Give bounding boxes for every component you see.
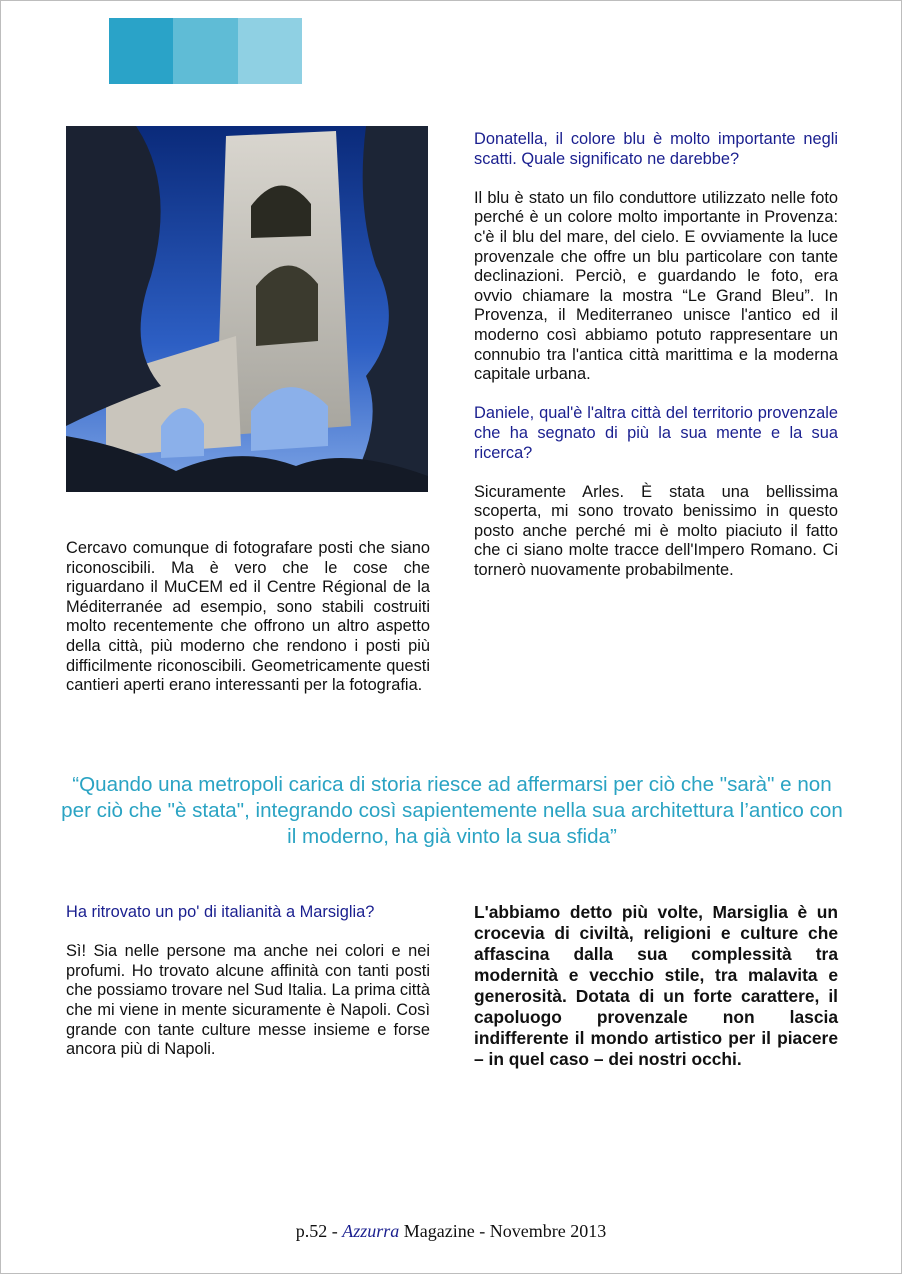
photo-image — [66, 126, 428, 492]
footer-issue-date: Magazine - Novembre 2013 — [399, 1221, 607, 1241]
question-other-city: Daniele, qual'è l'altra città del territorio provenzale che ha segnato di più la sua mente e la sua ricerca? — [474, 404, 838, 462]
pull-quote: “Quando una metropoli carica di storia riesce ad affermarsi per ciò che "sarà" e non per ciò che "è stata", integrando così sapientemente nella sua architettura l’antico con il moderno, ha già vinto la sua sfida” — [61, 773, 843, 848]
page-footer — [0, 1221, 902, 1242]
left-paragraph: Cercavo comunque di fotografare posti che siano riconoscibili. Ma è vero che le cose che riguardano il MuCEM ed il Centre Régional de la Méditerranée ad esempio, sono stabili costruiti molto recentemente che offrono un altro aspetto della città, più moderno che rendono i posti più difficilmente riconoscibili. Geometricamente questi cantieri aperti erano interessanti per la fotografia. — [66, 539, 430, 695]
question-blue-color: Donatella, il colore blu è molto importante negli scatti. Quale significato ne darebbe? — [474, 130, 838, 168]
closing-paragraph: L'abbiamo detto più volte, Marsiglia è un crocevia di civiltà, religioni e culture che affascina dalla sua complessità tra modernità e vecchio stile, tra malavita e generosità. Dotata di un forte carattere, il capoluogo provenzale non lascia indifferente il mondo artistico per il piacere – in quel caso – dei nostri occhi. — [474, 902, 838, 1069]
header-bar-2 — [173, 18, 237, 84]
header-bar-1 — [109, 18, 173, 84]
answer-blue-color: Il blu è stato un filo conduttore utilizzato nelle foto perché è un colore molto importante in Provenza: c'è il blu del mare, del cielo. E ovviamente la luce provenzale che offre un blu particolare con tante declinazioni. Perciò, e guardando le foto, era ovvio chiamare la mostra “Le Grand Bleu”. In Provenza, il Mediterraneo unisce l'antico ed il moderno così abbiamo potuto rappresentare un connubio tra l'antica città marittima e la moderna capitale urbana. — [474, 188, 838, 384]
right-column — [474, 130, 838, 581]
answer-other-city: Sicuramente Arles. È stata una bellissima scoperta, mi sono trovato benissimo in questo posto anche perché mi è molto piaciuto il fatto che ci siano molte tracce dell'Impero Romano. Ci tornerò nuovamente probabilmente. — [474, 482, 838, 580]
header-bar-3 — [238, 18, 302, 84]
left-column — [66, 539, 430, 731]
bottom-right-column — [474, 902, 838, 1070]
footer-page-number: p.52 - — [295, 1221, 343, 1241]
arena-photo-illustration — [66, 126, 428, 492]
footer-magazine-name: Azzurra — [342, 1221, 400, 1241]
bottom-left-column — [66, 903, 430, 1060]
question-italianita: Ha ritrovato un po' di italianità a Marsiglia? — [66, 903, 375, 921]
answer-italianita: Sì! Sia nelle persone ma anche nei colori e nei profumi. Ho trovato alcune affinità con tanti posti che possiamo trovare nel Sud Italia. La prima città che mi viene in mente sicuramente è Napoli. Così grande con tante culture messe insieme e forse ancora più di Napoli. — [66, 942, 430, 1059]
header-color-bars — [109, 18, 302, 84]
